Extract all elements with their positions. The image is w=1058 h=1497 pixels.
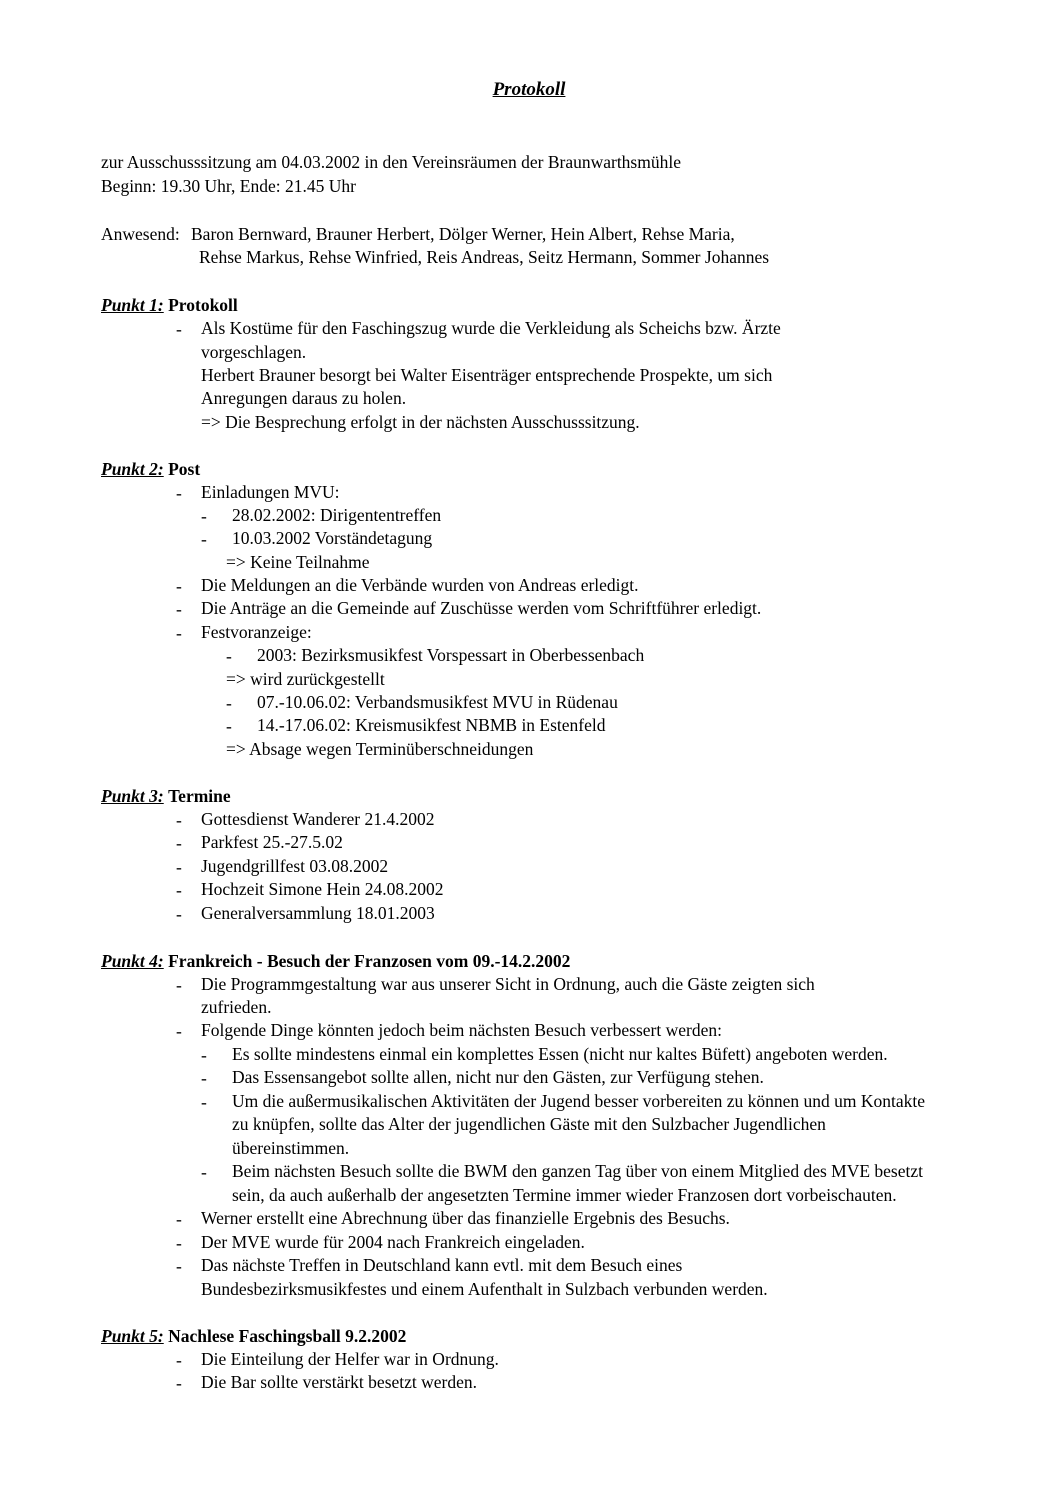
list-item: Der MVE wurde für 2004 nach Frankreich eingeladen.: [201, 1232, 585, 1252]
intro-line-2: Beginn: 19.30 Uhr, Ende: 21.45 Uhr: [101, 176, 356, 196]
list-item: sein, da auch außerhalb der angesetzten Termine immer wieder Franzosen dort vorbeischauten.: [232, 1185, 897, 1205]
list-item: Gottesdienst Wanderer 21.4.2002: [201, 809, 435, 829]
list-item: Das Essensangebot sollte allen, nicht nur den Gästen, zur Verfügung stehen.: [232, 1067, 764, 1087]
section-heading-4: [101, 950, 570, 972]
list-item: Die Meldungen an die Verbände wurden von Andreas erledigt.: [201, 575, 639, 595]
list-item: => Die Besprechung erfolgt in der nächsten Ausschusssitzung.: [201, 412, 640, 432]
document-title: Protokoll: [492, 79, 566, 100]
section-title: Protokoll: [168, 295, 238, 315]
list-item: übereinstimmen.: [232, 1138, 350, 1158]
section-key: Punkt 4:: [101, 951, 164, 971]
bullet-dash: -: [176, 1209, 182, 1229]
bullet-dash: -: [176, 1021, 182, 1041]
bullet-dash: -: [176, 1256, 182, 1276]
bullet-dash: -: [226, 693, 232, 713]
list-item: 14.-17.06.02: Kreismusikfest NBMB in Estenfeld: [257, 715, 606, 735]
attendees-line-2: Rehse Markus, Rehse Winfried, Reis Andreas, Seitz Hermann, Sommer Johannes: [199, 247, 770, 267]
bullet-dash: -: [201, 529, 207, 549]
intro-line-1: zur Ausschusssitzung am 04.03.2002 in den Vereinsräumen der Braunwarthsmühle: [101, 152, 681, 172]
attendees-label: Anwesend:: [101, 224, 180, 244]
list-item: Als Kostüme für den Faschingszug wurde die Verkleidung als Scheichs bzw. Ärzte: [201, 318, 781, 338]
bullet-dash: -: [176, 1233, 182, 1253]
section-key: Punkt 1:: [101, 295, 164, 315]
section-title: Frankreich - Besuch der Franzosen vom 09.-14.2.2002: [168, 951, 571, 971]
list-item: 07.-10.06.02: Verbandsmusikfest MVU in Rüdenau: [257, 692, 618, 712]
list-item: Werner erstellt eine Abrechnung über das finanzielle Ergebnis des Besuchs.: [201, 1208, 730, 1228]
list-item: 2003: Bezirksmusikfest Vorspessart in Oberbessenbach: [257, 645, 645, 665]
list-item: Anregungen daraus zu holen.: [201, 388, 407, 408]
bullet-dash: -: [201, 1045, 207, 1065]
bullet-dash: -: [176, 623, 182, 643]
list-item: zu knüpfen, sollte das Alter der jugendlichen Gäste mit den Sulzbacher Jugendlichen: [232, 1114, 826, 1134]
bullet-dash: -: [176, 975, 182, 995]
attendees-line-1: Baron Bernward, Brauner Herbert, Dölger Werner, Hein Albert, Rehse Maria,: [191, 224, 735, 244]
section-key: Punkt 3:: [101, 786, 164, 806]
bullet-dash: -: [176, 833, 182, 853]
section-title: Nachlese Faschingsball 9.2.2002: [168, 1326, 407, 1346]
bullet-dash: -: [176, 1373, 182, 1393]
list-item: Parkfest 25.-27.5.02: [201, 832, 343, 852]
bullet-dash: -: [226, 716, 232, 736]
bullet-dash: -: [176, 880, 182, 900]
section-heading-2: [101, 458, 200, 480]
list-item: 28.02.2002: Dirigententreffen: [232, 505, 442, 525]
list-item: => wird zurückgestellt: [226, 669, 385, 689]
bullet-dash: -: [201, 1162, 207, 1182]
list-item: Die Bar sollte verstärkt besetzt werden.: [201, 1372, 478, 1392]
bullet-dash: -: [226, 646, 232, 666]
section-heading-5: [101, 1325, 406, 1347]
list-item: Folgende Dinge könnten jedoch beim nächsten Besuch verbessert werden:: [201, 1020, 722, 1040]
bullet-dash: -: [176, 319, 182, 339]
bullet-dash: -: [201, 1092, 207, 1112]
list-item: Jugendgrillfest 03.08.2002: [201, 856, 389, 876]
list-item: Hochzeit Simone Hein 24.08.2002: [201, 879, 444, 899]
list-item: Herbert Brauner besorgt bei Walter Eisenträger entsprechende Prospekte, um sich: [201, 365, 773, 385]
bullet-dash: -: [176, 857, 182, 877]
list-item: zufrieden.: [201, 997, 272, 1017]
bullet-dash: -: [176, 810, 182, 830]
list-item: Die Programmgestaltung war aus unserer Sicht in Ordnung, auch die Gäste zeigten sich: [201, 974, 815, 994]
list-item: Beim nächsten Besuch sollte die BWM den ganzen Tag über von einem Mitglied des MVE besetzt: [232, 1161, 923, 1181]
section-key: Punkt 2:: [101, 459, 164, 479]
section-title: Post: [168, 459, 201, 479]
list-item: => Absage wegen Terminüberschneidungen: [226, 739, 534, 759]
bullet-dash: -: [201, 1068, 207, 1088]
list-item: Die Einteilung der Helfer war in Ordnung.: [201, 1349, 499, 1369]
section-heading-1: [101, 294, 238, 316]
bullet-dash: -: [176, 904, 182, 924]
list-item: Festvoranzeige:: [201, 622, 312, 642]
list-item: vorgeschlagen.: [201, 342, 307, 362]
list-item: Bundesbezirksmusikfestes und einem Aufenthalt in Sulzbach verbunden werden.: [201, 1279, 768, 1299]
list-item: Es sollte mindestens einmal ein komplettes Essen (nicht nur kaltes Büfett) angeboten werden.: [232, 1044, 888, 1064]
list-item: Einladungen MVU:: [201, 482, 340, 502]
section-key: Punkt 5:: [101, 1326, 164, 1346]
list-item: => Keine Teilnahme: [226, 552, 370, 572]
list-item: Die Anträge an die Gemeinde auf Zuschüsse werden vom Schriftführer erledigt.: [201, 598, 762, 618]
list-item: Das nächste Treffen in Deutschland kann evtl. mit dem Besuch eines: [201, 1255, 683, 1275]
bullet-dash: -: [176, 576, 182, 596]
list-item: Um die außermusikalischen Aktivitäten der Jugend besser vorbereiten zu können und um Kontakte: [232, 1091, 926, 1111]
bullet-dash: -: [201, 506, 207, 526]
bullet-dash: -: [176, 1350, 182, 1370]
bullet-dash: -: [176, 483, 182, 503]
list-item: 10.03.2002 Vorständetagung: [232, 528, 433, 548]
bullet-dash: -: [176, 599, 182, 619]
section-heading-3: [101, 785, 231, 807]
section-title: Termine: [168, 786, 231, 806]
list-item: Generalversammlung 18.01.2003: [201, 903, 435, 923]
